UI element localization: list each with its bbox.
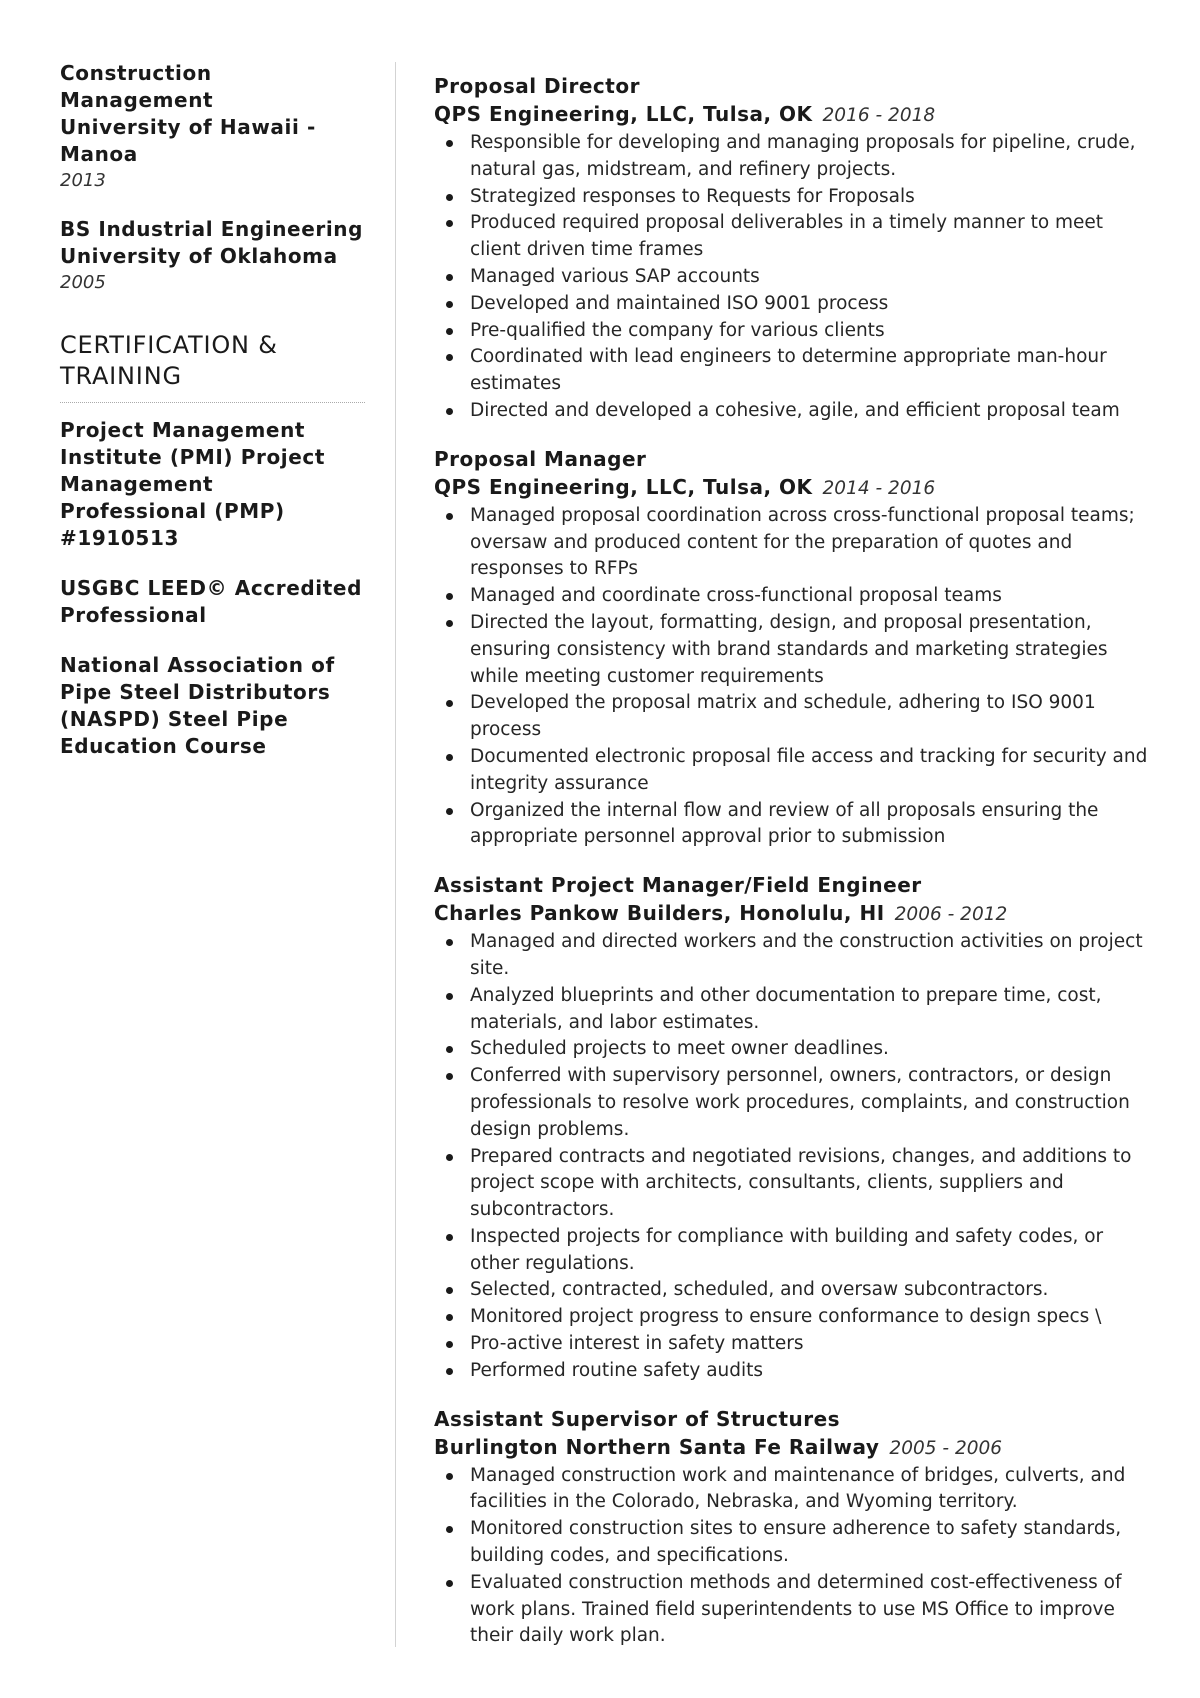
job-company-line (434, 100, 1154, 130)
job-company-line (434, 899, 1154, 929)
job-title: Proposal Director (434, 74, 640, 98)
job-bullet: Selected, contracted, scheduled, and oversaw subcontractors. (434, 1277, 1154, 1304)
job-bullet: Directed and developed a cohesive, agile, and efficient proposal team (434, 398, 1154, 425)
education-school: University of Hawaii - Manoa (60, 115, 316, 166)
certification-item: National Association of Pipe Steel Distributors (NASPD) Steel Pipe Education Course (60, 653, 335, 758)
column-divider (395, 62, 396, 1647)
job-bullets (434, 929, 1154, 1385)
certification-item: USGBC LEED© Accredited Professional (60, 576, 363, 627)
job-bullet: Analyzed blueprints and other documentation to prepare time, cost, materials, and labor estimates. (434, 983, 1154, 1037)
job-bullet: Pre-qualified the company for various clients (434, 318, 1154, 345)
education-entry (60, 60, 365, 194)
education-year: 2005 (60, 272, 106, 293)
education-degree: Construction Management (60, 61, 214, 112)
education-degree: BS Industrial Engineering (60, 217, 364, 241)
job-bullet: Conferred with supervisory personnel, owners, contractors, or design professionals to resolve work procedures, complaints, and construction design problems. (434, 1063, 1154, 1143)
job-bullet: Monitored construction sites to ensure adherence to safety standards, building codes, and specifications. (434, 1516, 1154, 1570)
left-column (60, 60, 365, 783)
job-bullet: Managed and directed workers and the construction activities on project site. (434, 929, 1154, 983)
job-dates: 2006 - 2012 (894, 904, 1008, 926)
certification-section-title: CERTIFICATION & TRAINING (60, 330, 365, 403)
job-entry (434, 1405, 1154, 1651)
education-school: University of Oklahoma (60, 244, 338, 268)
job-company-line (434, 1433, 1154, 1463)
job-bullet: Performed routine safety audits (434, 1358, 1154, 1385)
job-bullets (434, 130, 1154, 425)
job-bullet: Managed proposal coordination across cross-functional proposal teams; oversaw and produced content for the preparation of quotes and responses to RFPs (434, 503, 1154, 583)
job-bullet: Directed the layout, formatting, design, and proposal presentation, ensuring consistency with brand standards and marketing strategies while meeting customer requirements (434, 610, 1154, 690)
education-entry (60, 216, 365, 296)
job-bullet: Documented electronic proposal file access and tracking for security and integrity assurance (434, 744, 1154, 798)
job-bullet: Coordinated with lead engineers to determine appropriate man-hour estimates (434, 344, 1154, 398)
job-bullet: Pro-active interest in safety matters (434, 1331, 1154, 1358)
job-bullet: Developed the proposal matrix and schedule, adhering to ISO 9001 process (434, 690, 1154, 744)
job-bullet: Monitored project progress to ensure conformance to design specs \ (434, 1304, 1154, 1331)
certification-item: Project Management Institute (PMI) Project Management Professional (PMP) #1910513 (60, 418, 326, 550)
job-dates: 2005 - 2006 (889, 1437, 1003, 1459)
job-bullet: Evaluated construction methods and determined cost-effectiveness of work plans. Trained field superintendents to use MS Office to improve their daily work plan. (434, 1570, 1154, 1650)
job-bullet: Managed construction work and maintenance of bridges, culverts, and facilities in the Colorado, Nebraska, and Wyoming territory. (434, 1463, 1154, 1517)
job-company: Charles Pankow Builders, Honolulu, HI (434, 901, 885, 926)
job-company: Burlington Northern Santa Fe Railway (434, 1434, 880, 1459)
job-bullets (434, 1463, 1154, 1651)
job-title: Assistant Supervisor of Structures (434, 1406, 841, 1431)
job-entry (434, 871, 1154, 1385)
job-bullet: Developed and maintained ISO 9001 process (434, 291, 1154, 318)
job-entry (434, 72, 1154, 425)
job-bullet: Strategized responses to Requests for Froposals (434, 184, 1154, 211)
job-bullet: Produced required proposal deliverables in a timely manner to meet client driven time frames (434, 210, 1154, 264)
job-entry (434, 445, 1154, 851)
job-title: Assistant Project Manager/Field Engineer (434, 873, 922, 898)
job-title: Proposal Manager (434, 446, 647, 471)
job-dates: 2016 - 2018 (822, 105, 936, 126)
job-bullet: Organized the internal flow and review of all proposals ensuring the appropriate personnel approval prior to submission (434, 798, 1154, 852)
job-bullet: Managed and coordinate cross-functional proposal teams (434, 583, 1154, 610)
experience-column (434, 72, 1154, 1670)
job-company-line (434, 473, 1154, 503)
job-bullet: Scheduled projects to meet owner deadlines. (434, 1036, 1154, 1063)
job-bullet: Managed various SAP accounts (434, 264, 1154, 291)
education-year: 2013 (60, 170, 106, 191)
job-company: QPS Engineering, LLC, Tulsa, OK (434, 102, 813, 126)
job-company: QPS Engineering, LLC, Tulsa, OK (434, 474, 813, 499)
job-bullet: Inspected projects for compliance with building and safety codes, or other regulations. (434, 1224, 1154, 1278)
job-bullet: Responsible for developing and managing proposals for pipeline, crude, natural gas, midstream, and refinery projects. (434, 130, 1154, 184)
job-dates: 2014 - 2016 (822, 477, 936, 499)
job-bullet: Prepared contracts and negotiated revisions, changes, and additions to project scope with architects, consultants, clients, suppliers and subcontractors. (434, 1144, 1154, 1224)
job-bullets (434, 503, 1154, 851)
